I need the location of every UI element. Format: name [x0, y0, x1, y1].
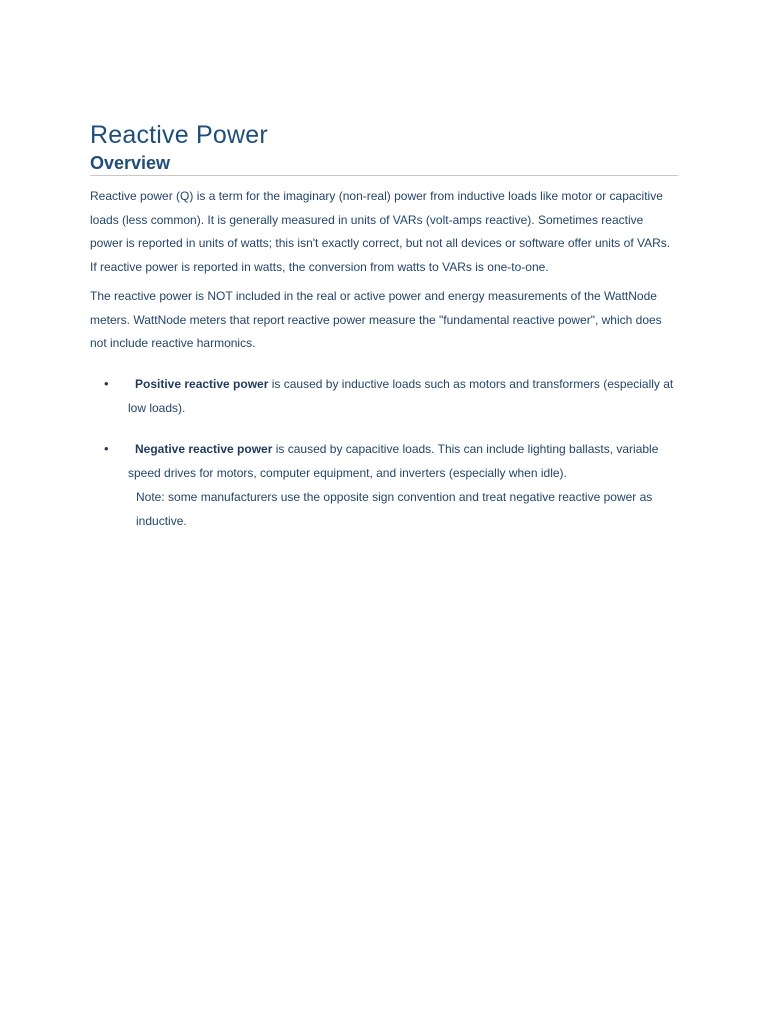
bullet-description: is caused by capacitive loads. This can include lighting ballasts, variable speed drives for motors, computer equipment, and inverters (especially when idle). [128, 441, 659, 480]
paragraph-reactive-power-definition: Reactive power (Q) is a term for the imaginary (non-real) power from inductive loads like motor or capacitive loads (less common). It is generally measured in units of VARs (volt-amps reactive). Sometimes reactive power is reported in units of watts; this isn't exactly correct, but not all devices or software offer units of VARs. If reactive power is reported in watts, the conversion from watts to VARs is one-to-one. [90, 189, 671, 274]
bullet-term: Negative reactive power [135, 441, 273, 456]
paragraph-wattnode-measurement: The reactive power is NOT included in the real or active power and energy measurements of the WattNode meters. WattNode meters that report reactive power measure the "fundamental reactive power", which does not include reactive harmonics. [90, 289, 662, 350]
document-page [90, 118, 678, 533]
page-title: Reactive Power [90, 121, 268, 149]
bullet-note: Note: some manufacturers use the opposite sign convention and treat negative reactive power as inductive. [136, 489, 653, 528]
bullet-text [128, 437, 678, 485]
bullet-marker: • [104, 375, 109, 391]
list-item-positive-reactive-power [90, 372, 678, 420]
bullet-text [128, 372, 678, 420]
bullet-list [90, 372, 678, 533]
bullet-term: Positive reactive power [135, 376, 269, 391]
section-heading-overview: Overview [90, 152, 678, 176]
list-item-negative-reactive-power [90, 437, 678, 533]
bullet-description: is caused by inductive loads such as motors and transformers (especially at low loads). [128, 376, 674, 415]
bullet-marker: • [104, 440, 109, 456]
